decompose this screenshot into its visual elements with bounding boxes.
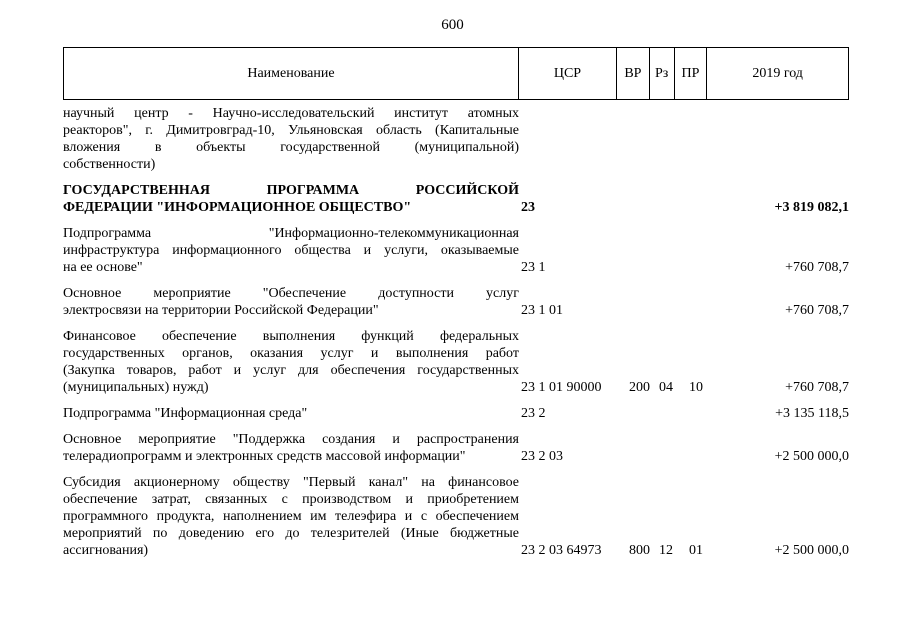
row-csr: 23 2 03 64973 <box>521 543 602 558</box>
table-row <box>63 285 849 319</box>
row-name-line: Субсидия акционерному обществу "Первый канал" на финансовое <box>63 475 519 490</box>
row-name-line: Основное мероприятие "Обеспечение доступности услуг <box>63 286 519 301</box>
row-csr: 23 1 01 <box>521 303 563 318</box>
row-name <box>63 105 519 173</box>
row-name-line: ГОСУДАРСТВЕННАЯ ПРОГРАММА РОССИЙСКОЙ <box>63 183 519 198</box>
row-name-line: мероприятий по доведению его до телезрителей (Иные бюджетные <box>63 526 519 541</box>
row-csr: 23 2 03 <box>521 449 563 464</box>
header-rz: Рз <box>649 48 674 99</box>
row-name-line: программного продукта, наполнением им телеэфира и с обеспечением <box>63 509 519 524</box>
row-name-line: Основное мероприятие "Поддержка создания и распространения <box>63 432 519 447</box>
row-vr: 200 <box>629 380 650 395</box>
row-rz: 04 <box>659 380 673 395</box>
row-name-line: обеспечение затрат, связанных с производством и приобретением <box>63 492 519 507</box>
page-number: 600 <box>441 17 464 33</box>
row-name-line: на ее основе" <box>63 260 143 275</box>
row-name-line: телерадиопрограмм и электронных средств массовой информации" <box>63 449 466 464</box>
row-rz: 12 <box>659 543 673 558</box>
table-row <box>63 105 849 173</box>
row-csr: 23 1 <box>521 260 546 275</box>
row-name-line: государственных органов, оказания услуг и выполнения работ <box>63 346 519 361</box>
row-name-line: Финансовое обеспечение выполнения функций федеральных <box>63 329 519 344</box>
row-name-line: Подпрограмма "Информационная среда" <box>63 406 308 421</box>
row-name <box>63 328 519 396</box>
table-row <box>63 474 849 559</box>
row-name <box>63 474 519 559</box>
row-name <box>63 225 519 276</box>
row-name-line: электросвязи на территории Российской Федерации" <box>63 303 379 318</box>
row-csr: 23 <box>521 200 535 215</box>
row-name <box>63 431 519 465</box>
row-name-line: вложения в объекты государственной (муниципальной) <box>63 140 519 155</box>
row-name-line: (муниципальных) нужд) <box>63 380 209 395</box>
row-amount: +2 500 000,0 <box>774 449 849 464</box>
row-vr: 800 <box>629 543 650 558</box>
row-name-line: инфраструктура информационного общества и услуги, оказываемые <box>63 243 519 258</box>
row-name-line: реакторов", г. Димитровград-10, Ульяновская область (Капитальные <box>63 123 519 138</box>
row-name-line: ФЕДЕРАЦИИ "ИНФОРМАЦИОННОЕ ОБЩЕСТВО" <box>63 200 412 215</box>
table-row <box>63 182 849 216</box>
row-name <box>63 405 519 422</box>
table-body <box>63 105 849 568</box>
row-name-line: научный центр - Научно-исследовательский институт атомных <box>63 106 519 121</box>
row-csr: 23 2 <box>521 406 546 421</box>
row-amount: +760 708,7 <box>785 380 849 395</box>
header-year: 2019 год <box>706 48 848 99</box>
row-amount: +3 819 082,1 <box>774 200 849 215</box>
table-row <box>63 431 849 465</box>
row-pr: 01 <box>689 543 703 558</box>
table-row <box>63 328 849 396</box>
row-csr: 23 1 01 90000 <box>521 380 602 395</box>
row-amount: +3 135 118,5 <box>775 406 849 421</box>
table-header <box>63 47 849 100</box>
table-row <box>63 405 849 422</box>
row-name-line: Подпрограмма "Информационно-телекоммуникационная <box>63 226 519 241</box>
header-csr: ЦСР <box>518 48 616 99</box>
row-amount: +2 500 000,0 <box>774 543 849 558</box>
row-name-line: ассигнования) <box>63 543 149 558</box>
header-vr: ВР <box>616 48 649 99</box>
row-name-line: собственности) <box>63 157 156 172</box>
row-name-line: (Закупка товаров, работ и услуг для обеспечения государственных <box>63 363 519 378</box>
row-amount: +760 708,7 <box>785 260 849 275</box>
row-amount: +760 708,7 <box>785 303 849 318</box>
row-pr: 10 <box>689 380 703 395</box>
row-name <box>63 285 519 319</box>
header-name: Наименование <box>247 65 335 81</box>
header-pr: ПР <box>674 48 707 99</box>
table-row <box>63 225 849 276</box>
row-name <box>63 182 519 216</box>
